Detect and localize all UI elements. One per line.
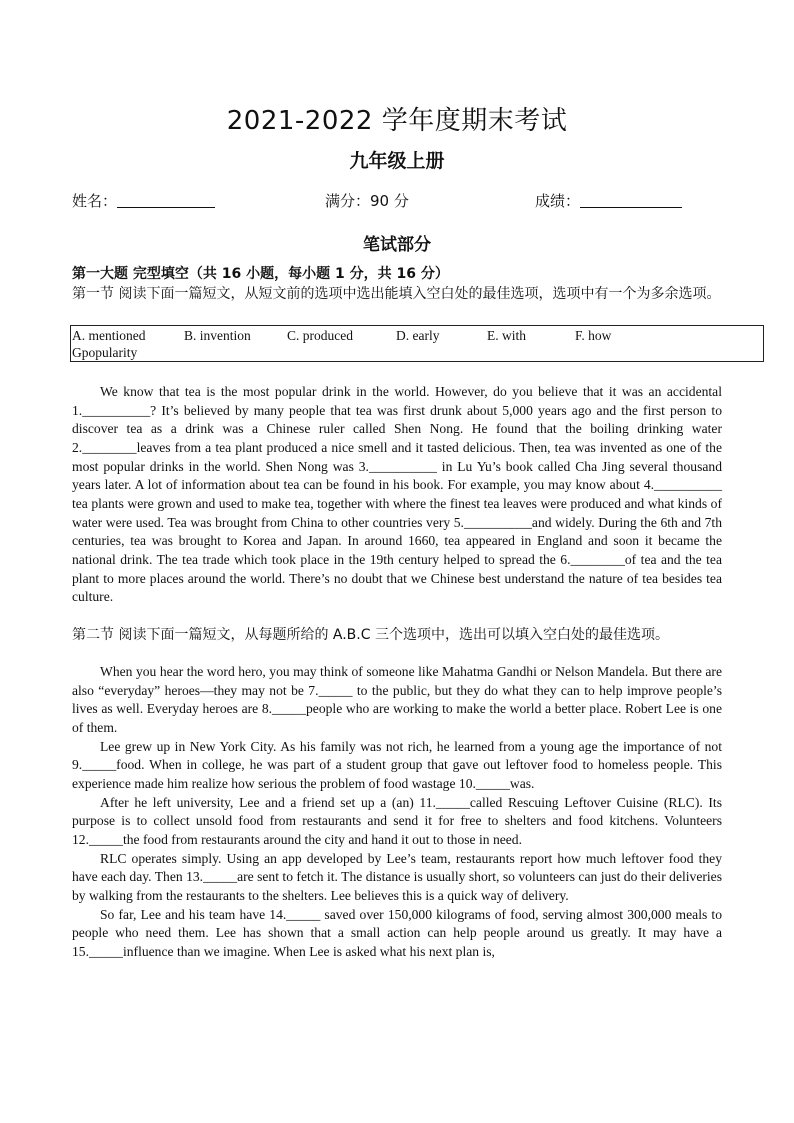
score-label: 成绩：	[535, 192, 581, 210]
section1-instruction: 第一节 阅读下面一篇短文，从短文前的选项中选出能填入空白处的最佳选项，选项中有一个为多余选项。	[72, 286, 721, 302]
passage-2	[72, 663, 722, 962]
options-box	[70, 325, 764, 362]
exam-title: 2021-2022 学年度期末考试	[226, 106, 568, 136]
option-c: C. produced	[287, 328, 353, 343]
grade-subtitle: 九年级上册	[349, 150, 445, 172]
section2-instruction: 第二节 阅读下面一篇短文，从每题所给的 A.B.C 三个选项中，选出可以填入空白处的最佳选项。	[72, 627, 669, 643]
name-field	[72, 190, 215, 211]
name-label: 姓名：	[72, 192, 118, 210]
score-field	[535, 190, 682, 211]
passage-2-paragraph: So far, Lee and his team have 14._____ saved over 150,000 kilograms of food, serving almost 300,000 meals to people who need them. Lee has shown that a small action can help people around us greatly. It may have a 15._____influence than we imagine. When Lee is asked what his next plan is,	[72, 906, 722, 959]
option-e: E. with	[487, 328, 526, 343]
passage-1-text: We know that tea is the most popular drink in the world. However, do you believe that it was an accidental 1.__________? It’s believed by many people that tea was first drunk about 5,000 years ago and the first person to discover tea as a drink was a Chinese ruler called Shen Nong. He found that the boiling drinking water 2.________leaves from a tea plant produced a nice smell and it tasted delicious. Then, tea was invented as one of the most popular drinks in the world. Shen Nong was 3.__________ in Lu Yu’s book called Cha Jing several thousand years later. A lot of information about tea can be found in his book. For example, you may know about 4.__________ tea plants were grown and used to make tea, together with where the finest tea leaves were produced and what kinds of water were used. Tea was brought from China to other countries very 5.__________and widely. During the 6th and 7th centuries, tea was brought to Korea and Japan. In around 1660, tea appeared in England and soon it became the national drink. The tea trade which took place in the 19th century helped to spread the 6.________of tea and the tea plant to more places around the world. There’s no doubt that we Chinese best understand the nature of tea besides tea culture.	[72, 384, 722, 605]
score-blank	[580, 193, 682, 208]
option-f: F. how	[575, 328, 612, 343]
option-b: B. invention	[184, 328, 251, 343]
full-score-label: 满分：90 分	[325, 192, 409, 210]
name-blank	[117, 193, 215, 208]
passage-1	[72, 383, 722, 607]
written-part-heading: 笔试部分	[363, 235, 431, 255]
part1-title: 第一大题 完型填空（共 16 小题，每小题 1 分，共 16 分）	[72, 266, 449, 282]
option-a: A. mentioned	[72, 328, 146, 343]
passage-2-paragraph: After he left university, Lee and a friend set up a (an) 11._____called Rescuing Leftover Cuisine (RLC). Its purpose is to collect unsold food from restaurants and send it for free to shelters and food kitchens. Volunteers 12._____the food from restaurants around the city and hand it out to those in need.	[72, 794, 722, 847]
passage-2-paragraph: RLC operates simply. Using an app developed by Lee’s team, restaurants report how much leftover food they have each day. Then 13._____are sent to fetch it. The distance is usually short, so volunteers can just do their deliveries by walking from the restaurants to the shelters. Lee believes this is a quick way of delivery.	[72, 850, 722, 903]
option-d: D. early	[396, 328, 440, 343]
option-g: Gpopularity	[72, 345, 138, 360]
passage-2-paragraph: When you hear the word hero, you may think of someone like Mahatma Gandhi or Nelson Mandela. But there are also “everyday” heroes—they may not be 7._____ to the public, but they do what they can to help improve people’s lives as well. Everyday heroes are 8._____people who are working to make the world a better place. Robert Lee is one of them.	[72, 664, 722, 735]
passage-2-paragraph: Lee grew up in New York City. As his family was not rich, he learned from a young age the importance of not 9._____food. When in college, he was part of a student group that gave out leftover food to homeless people. This experience made him realize how serious the problem of food wastage 10._____was.	[72, 738, 722, 791]
